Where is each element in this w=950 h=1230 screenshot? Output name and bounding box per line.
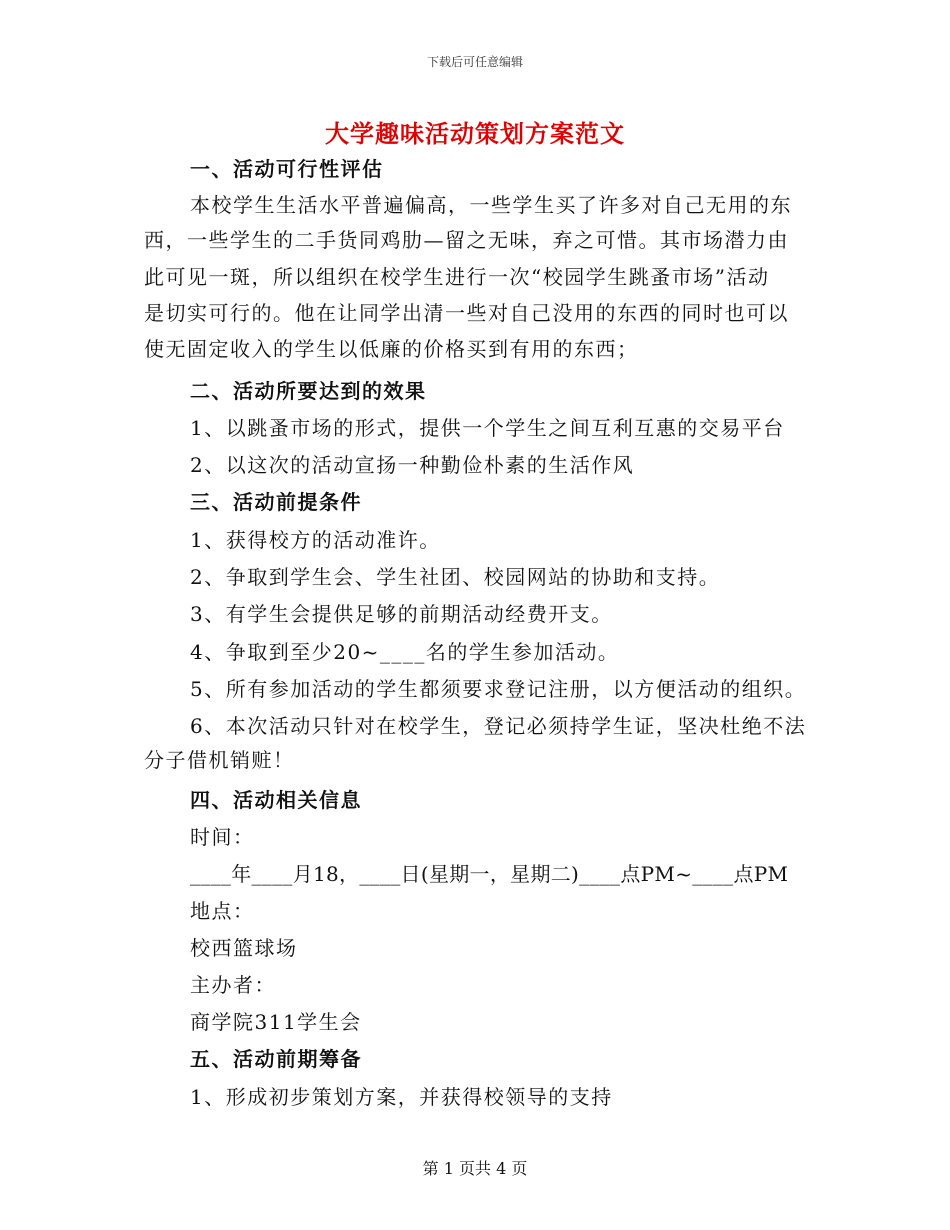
page-footer: 第 1 页共 4 页 bbox=[422, 1159, 528, 1178]
section-heading-4: 四、活动相关信息 bbox=[190, 788, 362, 812]
paragraph-line: 使无固定收入的学生以低廉的价格买到有用的东西； bbox=[144, 337, 639, 361]
paragraph-line: 西，一些学生的二手货同鸡肋—留之无味，弃之可惜。其市场潜力由 bbox=[144, 228, 789, 252]
info-value-location: 校西篮球场 bbox=[190, 936, 298, 960]
list-item: 1、以跳蚤市场的形式，提供一个学生之间互利互惠的交易平台 bbox=[190, 416, 785, 440]
info-label-organizer: 主办者： bbox=[190, 973, 276, 997]
list-item: 4、争取到至少20~____名的学生参加活动。 bbox=[190, 640, 620, 664]
info-value-organizer: 商学院311学生会 bbox=[190, 1010, 362, 1034]
section-heading-2: 二、活动所要达到的效果 bbox=[190, 379, 427, 403]
info-label-location: 地点： bbox=[190, 899, 255, 923]
list-item: 3、有学生会提供足够的前期活动经费开支。 bbox=[190, 602, 613, 626]
paragraph-line: 此可见一斑，所以组织在校学生进行一次“校园学生跳蚤市场”活动 bbox=[144, 265, 770, 289]
document-title: 大学趣味活动策划方案范文 bbox=[325, 119, 625, 148]
list-item: 1、获得校方的活动准许。 bbox=[190, 528, 441, 552]
paragraph-line: 是切实可行的。他在让同学出清一些对自己没用的东西的同时也可以 bbox=[144, 301, 789, 325]
paragraph-line: 分子借机销赃！ bbox=[144, 748, 295, 772]
list-item: 1、形成初步策划方案，并获得校领导的支持 bbox=[190, 1085, 613, 1109]
section-heading-1: 一、活动可行性评估 bbox=[190, 157, 384, 181]
section-heading-3: 三、活动前提条件 bbox=[190, 490, 362, 514]
list-item: 6、本次活动只针对在校学生，登记必须持学生证，坚决杜绝不法 bbox=[190, 714, 807, 738]
list-item: 2、以这次的活动宣扬一种勤俭朴素的生活作风 bbox=[190, 453, 635, 477]
list-item: 5、所有参加活动的学生都须要求登记注册，以方便活动的组织。 bbox=[190, 677, 807, 701]
header-note: 下载后可任意编辑 bbox=[426, 55, 523, 69]
info-value-time: ____年____月18，____日(星期一，星期二)____点PM~____点PM bbox=[190, 862, 789, 886]
section-heading-5: 五、活动前期筹备 bbox=[190, 1047, 362, 1071]
paragraph-line: 本校学生生活水平普遍偏高，一些学生买了许多对自己无用的东 bbox=[190, 193, 792, 217]
info-label-time: 时间： bbox=[190, 825, 255, 849]
list-item: 2、争取到学生会、学生社团、校园网站的协助和支持。 bbox=[190, 565, 721, 589]
